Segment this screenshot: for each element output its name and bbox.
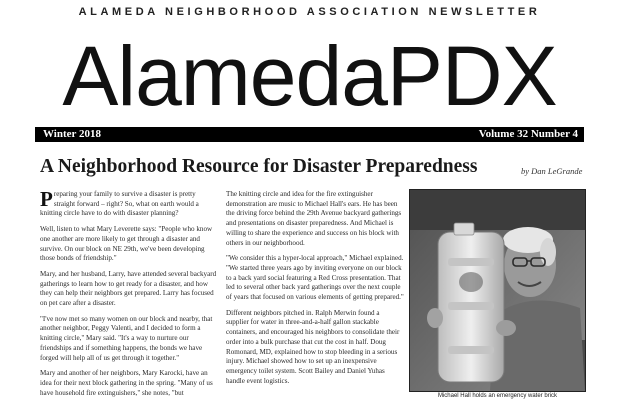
photo-illustration [410,190,585,391]
photo-caption: Michael Hall holds an emergency water brick [437,393,558,399]
article-paragraph: The knitting circle and idea for the fire extinguisher demonstration are music to Michael Hall's ears. He has been the driving force behind the 29th Avenue backyard gatherings and presentations on disaster preparedness. And Michael is willing to share the experience and success on his block with others in our neighborhood. [226,190,402,247]
issue-season: Winter 2018 [43,128,101,140]
article-photo [409,189,586,392]
issue-bar [35,127,584,142]
newsletter-association-name: ALAMEDA NEIGHBORHOOD ASSOCIATION NEWSLETTER [78,6,541,18]
article-paragraph: Mary and another of her neighbors, Mary Karocki, have an idea for their next block gathering in the spring. "Many of us have household fire extinguishers," she notes, "but [40,369,213,397]
article-paragraph-text: reparing your family to survive a disaster is pretty straight forward – right? So, what on earth would a knitting circle have to do with disaster planning? [40,190,199,218]
drop-cap: P [40,190,53,211]
article-paragraph: "I've now met so many women on our block and nearby, that another neighbor, Peggy Valenti, and I decided to form a knitting circle," Mary said. "It's a way to nurture our friendships and if something happens, the bonds we have forged will help all of us get through it together." [40,314,213,362]
article-column-1 [40,190,218,413]
article-paragraph: Well, listen to what Mary Leverette says: "People who know one another are more likely to get through a disaster and survive. On our block on NE 29th, we've been developing those bonds of friendship." [40,225,213,263]
article-paragraph: "We consider this a hyper-local approach," Michael explained. "We started three years ago by inviting everyone on our block to a back yard social featuring a Red Cross presentation. That led to several other back yard gatherings over the next couple of years that focused on various elements of getting prepared." [226,254,404,302]
article-column-2 [226,190,404,413]
article-byline: by Dan LeGrande [521,166,583,176]
article-paragraph: Different neighbors pitched in. Ralph Merwin found a supplier for water in three-and-a-half gallon stackable containers, and encouraged his neighbors to consolidate their order into a bulk purchase that cut the cost in half. Doug Romonard, MD, explained how to stop bleeding in a serious injury. Michael showed how to set up an inexpensive emergency toilet system. Scott Bailey and Daniel Yuhas handle event logistics. [226,308,400,385]
article-headline: A Neighborhood Resource for Disaster Preparedness [40,156,478,177]
article-paragraph: Mary, and her husband, Larry, have attended several backyard gatherings to learn how to get ready for a disaster, and how they can help their neighbors get prepared. Larry has focused on pet care after a disaster. [40,269,217,308]
article-paragraph [40,190,218,219]
newsletter-title: AlamedaPDX [62,29,557,123]
issue-volume: Volume 32 Number 4 [478,128,578,140]
